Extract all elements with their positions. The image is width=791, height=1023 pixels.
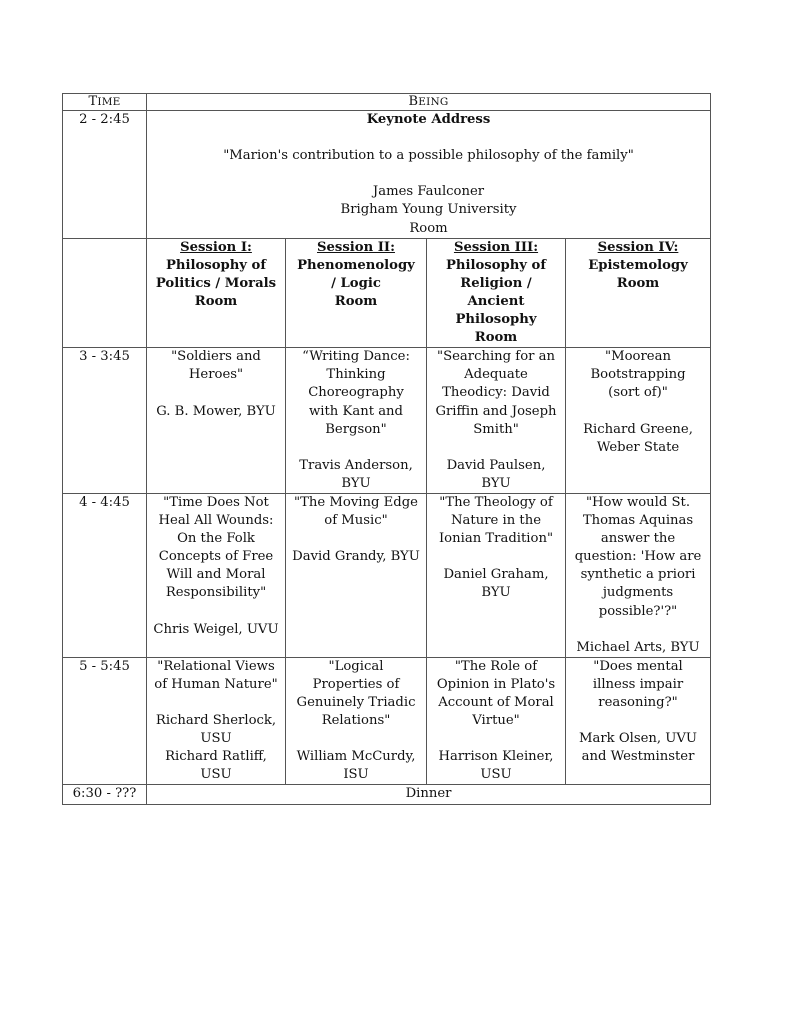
dinner-time: 6:30 - ??? [63,785,147,804]
talk-title-line: "How would St. [585,494,691,510]
talk-cell [566,493,711,657]
presenter-line: Travis Anderson, [299,457,413,473]
presenter-line: Richard Ratliff, [165,749,267,765]
talk-title-line: synthetic a priori [580,567,696,583]
talk-title-line: judgments [602,585,674,601]
presenter-line: David Paulsen, [446,457,546,473]
talk-cell [286,657,427,785]
session-header-cell-3 [427,238,566,348]
talk-cell [427,348,566,494]
talk-cell [147,493,286,657]
session-label: Session I: [180,239,252,255]
session-topic-line: Philosophy of [445,257,547,273]
session-header-cell-1 [147,238,286,348]
presenter-line: BYU [341,475,371,491]
keynote-title: Keynote Address [366,112,491,127]
dinner-label: Dinner [147,785,711,804]
talk-title-line: reasoning?" [598,695,678,710]
talk-title-line: Adequate [464,367,528,383]
talk-title-line: Heroes" [188,367,244,383]
keynote-affiliation: Brigham Young University [340,202,517,218]
talk-title-line: On the Folk [177,531,255,547]
session-topic-line: Room [474,330,518,346]
talk-title-line: Responsibility" [165,585,267,601]
slot-time: 5 - 5:45 [63,657,147,785]
talk-title-line: Nature in the [451,513,541,529]
session-topic-line: Phenomenology [297,257,415,273]
being-column-header: BEING [147,94,711,111]
session-label: Session IV: [597,239,679,255]
talk-title-line: Properties of [312,676,400,692]
session-header-cell-4 [566,238,711,348]
talk-title-line: Bergson" [325,421,387,437]
talk-title-line: Bootstrapping [590,367,686,383]
talk-title-line: "The Moving Edge [294,494,418,510]
talk-title-line: Virtue" [472,713,520,729]
presenter-line: Weber State [596,439,680,455]
session-label: Session II: [317,239,395,255]
session-topic-line: Room [616,275,660,291]
talk-title-line: answer the [600,531,676,547]
presenter-line: Richard Greene, [583,421,693,437]
presenter-line: Daniel Graham, [443,567,549,583]
session-time-empty [63,238,147,348]
talk-title-line: Relations" [321,713,391,729]
talk-title-line: "Relational Views [157,658,275,674]
talk-title-line: Theodicy: David [442,385,550,401]
session-topic-line: Room [334,293,378,309]
session-topic-line: Religion / [460,275,532,291]
talk-title-line: Smith" [473,421,519,437]
slot-time: 4 - 4:45 [63,493,147,657]
talk-title-line: "Moorean [605,349,671,365]
talk-title-line: "Time Does Not [163,494,269,510]
talk-title-line: Genuinely Triadic [296,695,416,710]
session-label: Session III: [453,239,539,255]
session-topic-line: Politics / Morals [155,275,277,291]
slot-time: 3 - 3:45 [63,348,147,494]
session-topic-line: Ancient [467,293,525,309]
presenter-line: David Grandy, BYU [292,549,420,565]
talk-cell [147,348,286,494]
talk-title-line: Will and Moral [166,567,266,583]
session-topic-line: Epistemology [588,257,688,273]
talk-cell [286,493,427,657]
talk-title-line: "Logical [328,658,384,674]
talk-title-line: of Human Nature" [154,676,278,692]
dinner-row [63,785,711,804]
session-topic-line: Philosophy of [165,257,267,273]
presenter-line: Harrison Kleiner, [438,749,554,765]
presenter-line: Chris Weigel, UVU [153,621,279,637]
talk-title-line: with Kant and [309,403,403,419]
session-topic-line: Room [194,293,238,309]
presenter-line: ISU [343,767,369,783]
talk-title-line: "The Role of [454,658,538,674]
talk-title-line: "The Theology of [439,494,553,510]
session-topic-line: Philosophy [455,312,537,328]
keynote-cell [147,111,711,239]
talk-title-line: "Does mental [593,658,683,674]
time-column-header: TIME [63,94,147,111]
conference-schedule-table [62,93,711,805]
presenter-line: BYU [481,585,511,601]
keynote-talk-title: "Marion's contribution to a possible philosophy of the family" [223,148,634,164]
talk-cell [147,657,286,785]
keynote-speaker: James Faulconer [372,184,485,200]
talk-title-line: Thinking [326,367,386,383]
time-slot-row [63,348,711,494]
presenter-line: Michael Arts, BYU [576,639,700,655]
talk-cell [427,493,566,657]
session-header-cell-2 [286,238,427,348]
presenter-line: Mark Olsen, UVU [578,731,698,747]
talk-title-line: Choreography [308,385,404,401]
talk-title-line: Ionian Tradition" [438,531,554,547]
talk-title-line: question: 'How are [574,549,702,565]
talk-title-line: of Music" [324,513,388,529]
session-topic-line: / Logic [331,275,381,291]
header-row [63,94,711,111]
keynote-time: 2 - 2:45 [63,111,147,239]
talk-title-line: possible?'?" [598,603,678,619]
talk-title-line: Account of Moral [438,695,554,710]
talk-cell [427,657,566,785]
time-slot-row [63,493,711,657]
talk-title-line: “Writing Dance: [302,349,410,365]
talk-cell [566,657,711,785]
talk-title-line: Opinion in Plato's [436,676,556,692]
keynote-row [63,111,711,239]
talk-title-line: "Searching for an [437,349,555,365]
talk-cell [566,348,711,494]
talk-title-line: "Soldiers and [171,349,261,365]
keynote-room: Room [409,220,448,236]
time-slot-row [63,657,711,785]
talk-title-line: illness impair [592,676,684,692]
presenter-line: USU [200,731,232,747]
presenter-line: William McCurdy, [296,749,416,765]
presenter-line: USU [200,767,232,783]
talk-title-line: Griffin and Joseph [435,403,557,419]
presenter-line: BYU [481,475,511,491]
talk-cell [286,348,427,494]
presenter-line: USU [480,767,512,783]
presenter-line: and Westminster [581,749,695,765]
talk-title-line: (sort of)" [608,385,668,401]
session-header-row [63,238,711,348]
presenter-line: Richard Sherlock, [155,713,277,729]
talk-title-line: Concepts of Free [158,549,274,565]
talk-title-line: Thomas Aquinas [582,513,694,529]
presenter-line: G. B. Mower, BYU [156,403,276,419]
talk-title-line: Heal All Wounds: [158,513,274,529]
